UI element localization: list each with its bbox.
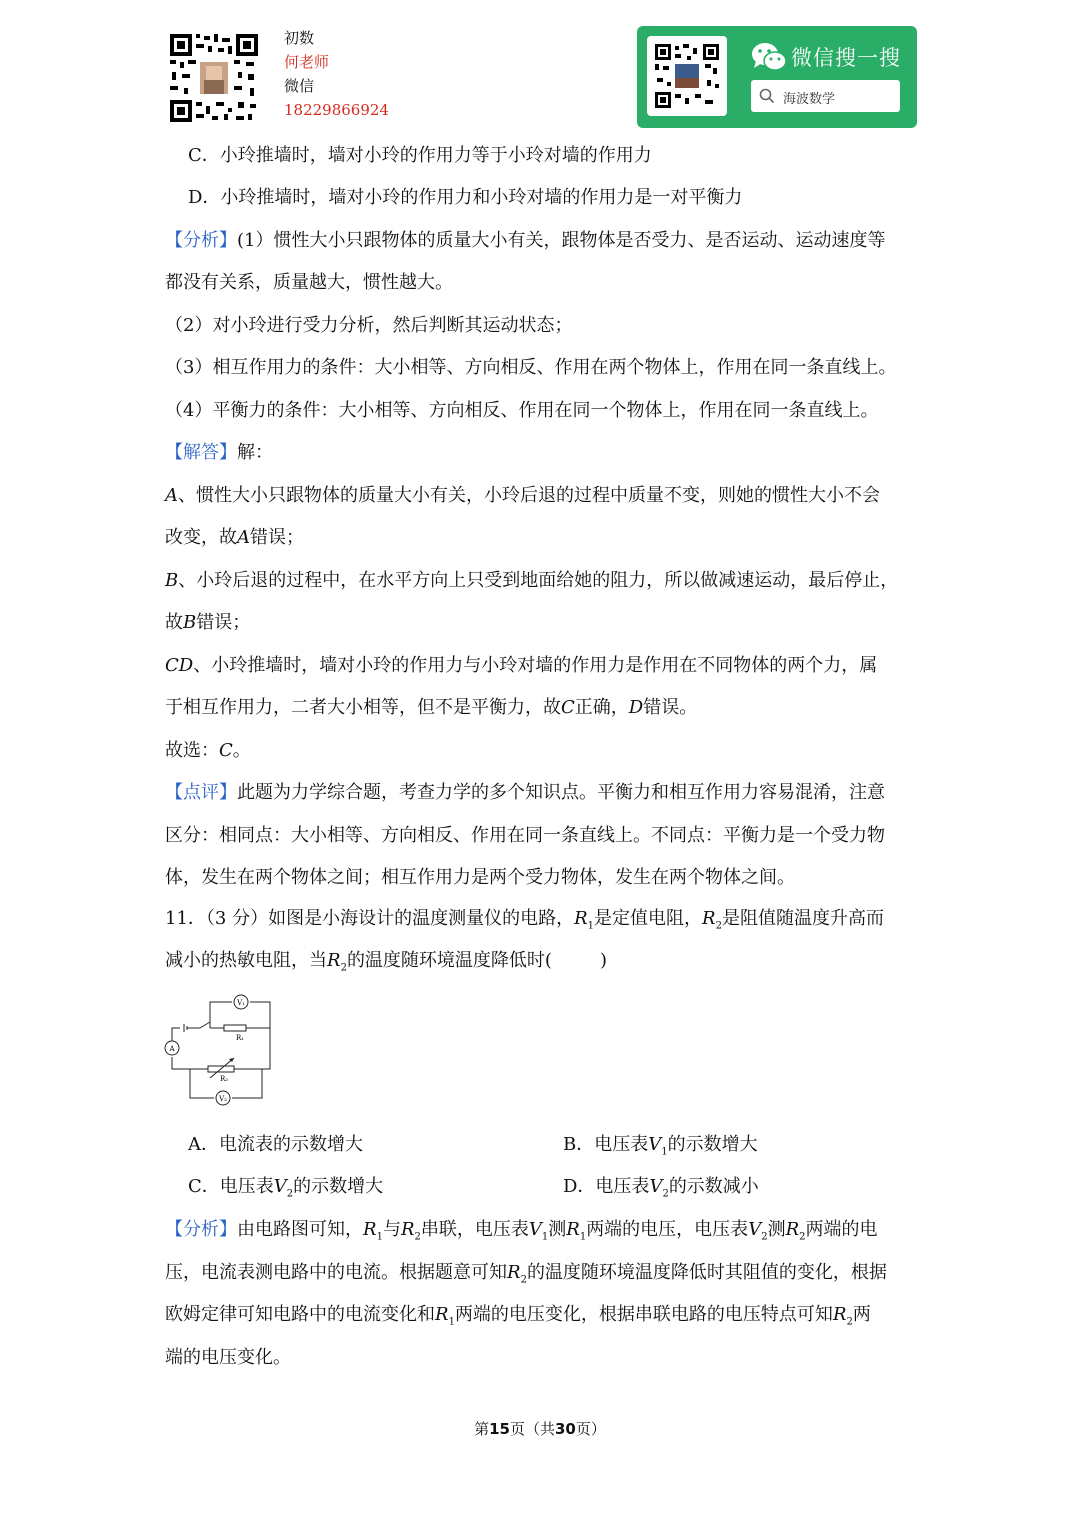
answer-cd-line-1 — [165, 651, 877, 677]
r2-subscript: 2 — [414, 1231, 421, 1243]
answer-a-text-2a: 改变，故 — [165, 527, 237, 548]
answer-tag: 【解答】 — [165, 442, 237, 463]
comment-text-1: 此题为力学综合题，考查力学的多个知识点。平衡力和相互作用力容易混淆，注意 — [237, 782, 885, 803]
page-mid: 页（共 — [509, 1420, 555, 1438]
v1-label: V₁ — [237, 999, 245, 1007]
search-icon — [759, 88, 775, 104]
q11-text-2a: 减小的热敏电阻，当 — [165, 950, 327, 971]
q11-an-3a: 欧姆定律可知电路中的电流变化和 — [165, 1304, 435, 1325]
answer-b-line-1 — [165, 566, 898, 592]
answer-cd-text-2b: 正确， — [574, 697, 629, 718]
q11-text-2b: 的温度随环境温度降低时( — [346, 950, 552, 971]
q11-option-c-post: 的示数增大 — [293, 1176, 384, 1197]
ammeter-label: A — [169, 1045, 175, 1053]
letter-b: B — [165, 570, 179, 591]
comment-tag: 【点评】 — [165, 782, 237, 803]
wechat-search-text: 海波数学 — [783, 92, 836, 107]
r1-label: R₁ — [235, 1034, 245, 1042]
comment-line-3: 体，发生在两个物体之间；相互作用力是两个受力物体，发生在两个物体之间。 — [165, 867, 795, 888]
letter-cd: CD — [165, 655, 194, 676]
analysis-line-2: 都没有关系，质量越大，惯性越大。 — [165, 272, 453, 293]
page-pre: 第 — [474, 1420, 490, 1438]
choose-post: 。 — [232, 740, 251, 761]
q11-analysis-line-3 — [165, 1300, 871, 1328]
v2-subscript: 2 — [286, 1188, 294, 1200]
q11-an-1g: 两端的电 — [805, 1219, 878, 1240]
wechat-search-card — [637, 26, 917, 128]
answer-b-text-2b: 错误； — [196, 612, 251, 633]
q11-an-1b: 与 — [382, 1219, 401, 1240]
answer-b-line-2 — [165, 608, 250, 634]
analysis-line-3: （2）对小玲进行受力分析，然后判断其运动状态； — [165, 315, 573, 336]
q11-option-a: A．电流表的示数增大 — [188, 1134, 363, 1155]
letter-a-2: A — [237, 527, 250, 548]
r2-symbol: R — [702, 908, 716, 929]
q11-an-1e: 两端的电压，电压表 — [586, 1219, 749, 1240]
q11-option-c — [188, 1172, 383, 1200]
q11-text-1c: 是阻值随温度升高而 — [721, 908, 884, 929]
analysis-text-1: (1）惯性大小只跟物体的质量大小有关，跟物体是否受力、是否运动、运动速度等 — [237, 230, 886, 251]
v1-subscript: 1 — [541, 1231, 549, 1243]
circuit-diagram — [162, 992, 278, 1108]
r2-subscript: 2 — [799, 1231, 806, 1243]
v1-symbol: V — [648, 1134, 662, 1155]
answer-a-text-2b: 错误； — [250, 527, 304, 548]
r1-subscript: 1 — [587, 920, 595, 932]
analysis-line-4: （3）相互作用力的条件：大小相等、方向相反、作用在两个物体上，作用在同一条直线上。 — [165, 357, 897, 378]
letter-a: A — [165, 485, 178, 506]
v1-symbol: V — [528, 1219, 542, 1240]
analysis-line-5: （4）平衡力的条件：大小相等、方向相反、作用在同一个物体上，作用在同一条直线上。 — [165, 400, 879, 421]
q11-an-3b: 两端的电压变化，根据串联电路的电压特点可知 — [454, 1304, 833, 1325]
q11-option-d-post: 的示数减小 — [668, 1176, 759, 1197]
r2-subscript: 2 — [846, 1316, 853, 1328]
teacher-phone: 18229866924 — [284, 101, 389, 119]
page-number — [0, 1418, 1080, 1439]
v2-symbol: V — [649, 1176, 663, 1197]
choose-line — [165, 736, 251, 762]
r2-symbol: R — [327, 950, 341, 971]
v2-label: V₂ — [219, 1095, 227, 1103]
r2-subscript: 2 — [715, 920, 722, 932]
r1-subscript: 1 — [448, 1316, 455, 1328]
v2-subscript: 2 — [662, 1188, 669, 1200]
r1-symbol: R — [566, 1219, 580, 1240]
letter-d: D — [628, 697, 644, 718]
choose-pre: 故选： — [165, 740, 219, 761]
q11-option-b-pre: B．电压表 — [563, 1134, 649, 1155]
teacher-contact-label: 微信 — [284, 77, 315, 95]
v2-symbol: V — [748, 1219, 762, 1240]
option-d: D．小玲推墙时，墙对小玲的作用力和小玲对墙的作用力是一对平衡力 — [188, 187, 743, 208]
r2-subscript: 2 — [340, 962, 347, 974]
r2-symbol: R — [507, 1262, 521, 1283]
v1-subscript: 1 — [661, 1146, 668, 1158]
teacher-info — [284, 26, 389, 122]
q11-option-b-post: 的示数增大 — [667, 1134, 758, 1155]
q11-text-1a: 11．（3 分）如图是小海设计的温度测量仪的电路， — [165, 908, 575, 929]
choose-letter: C — [219, 740, 233, 761]
q11-option-d — [563, 1172, 759, 1200]
analysis-tag: 【分析】 — [165, 230, 237, 251]
comment-line-1 — [165, 778, 885, 804]
answer-a-line-1 — [165, 481, 880, 507]
page-current: 15 — [489, 1420, 510, 1438]
answer-b-text-1: 、小玲后退的过程中，在水平方向上只受到地面给她的阻力，所以做减速运动，最后停止， — [178, 570, 899, 591]
q11-line-2 — [165, 946, 607, 974]
q11-text-1b: 是定值电阻， — [594, 908, 703, 929]
teacher-qr-code — [168, 32, 260, 124]
q11-text-2c: ) — [599, 950, 607, 971]
answer-a-text-1: 、惯性大小只跟物体的质量大小有关，小玲后退的过程中质量不变，则她的惯性大小不会 — [178, 485, 880, 506]
q11-an-1c: 串联，电压表 — [420, 1219, 529, 1240]
option-c: C．小玲推墙时，墙对小玲的作用力等于小玲对墙的作用力 — [188, 145, 652, 166]
r1-symbol: R — [435, 1304, 449, 1325]
answer-line — [165, 438, 273, 464]
r2-symbol: R — [400, 1219, 415, 1240]
r2-symbol: R — [785, 1219, 800, 1240]
q11-analysis-line-1 — [165, 1215, 878, 1243]
v2-subscript: 2 — [761, 1231, 768, 1243]
comment-line-2: 区分：相同点：大小相等、方向相反、作用在同一条直线上。不同点：平衡力是一个受力物 — [165, 825, 885, 846]
answer-cd-text-1: 、小玲推墙时，墙对小玲的作用力与小玲对墙的作用力是作用在不同物体的两个力，属 — [193, 655, 878, 676]
letter-c: C — [561, 697, 575, 718]
wechat-qr-frame — [647, 36, 727, 116]
answer-cd-text-2c: 错误。 — [643, 697, 698, 718]
teacher-name: 何老师 — [284, 53, 330, 71]
letter-b-2: B — [183, 612, 197, 633]
teacher-subject: 初数 — [284, 29, 315, 47]
wechat-search-box[interactable] — [751, 80, 900, 112]
q11-analysis-line-2 — [165, 1258, 887, 1286]
q11-an-2b: 的温度随环境温度降低时其阻值的变化，根据 — [526, 1262, 887, 1283]
q11-option-d-pre: D．电压表 — [563, 1176, 650, 1197]
q11-line-1 — [165, 904, 884, 932]
r2-label: R₂ — [219, 1075, 229, 1083]
q11-analysis-tag: 【分析】 — [165, 1219, 237, 1240]
q11-analysis-line-4: 端的电压变化。 — [165, 1347, 291, 1368]
analysis-line-1 — [165, 226, 885, 252]
q11-an-2a: 压，电流表测电路中的电流。根据题意可知 — [165, 1262, 507, 1283]
wechat-logo-icon — [751, 42, 787, 72]
v2-symbol: V — [273, 1176, 287, 1197]
r2-subscript: 2 — [520, 1274, 527, 1286]
q11-an-1f: 测 — [767, 1219, 786, 1240]
answer-cd-line-2 — [165, 693, 697, 719]
answer-b-text-2a: 故 — [165, 612, 183, 633]
r1-symbol: R — [363, 1219, 377, 1240]
q11-an-1d: 测 — [548, 1219, 567, 1240]
q11-option-c-pre: C．电压表 — [188, 1176, 274, 1197]
q11-an-3c: 两 — [852, 1304, 871, 1325]
page-total: 30 — [555, 1420, 576, 1438]
answer-cd-text-2a: 于相互作用力，二者大小相等，但不是平衡力，故 — [165, 697, 561, 718]
r1-subscript: 1 — [376, 1231, 383, 1243]
r2-symbol: R — [832, 1304, 847, 1325]
page-post: 页） — [575, 1420, 606, 1438]
r1-subscript: 1 — [579, 1231, 587, 1243]
q11-option-b — [563, 1130, 758, 1158]
r1-symbol: R — [574, 908, 588, 929]
wechat-qr-code — [655, 44, 719, 108]
answer-a-line-2 — [165, 523, 304, 549]
answer-text: 解： — [237, 442, 273, 463]
q11-an-1a: 由电路图可知， — [237, 1219, 363, 1240]
wechat-search-title: 微信搜一搜 — [791, 46, 901, 70]
